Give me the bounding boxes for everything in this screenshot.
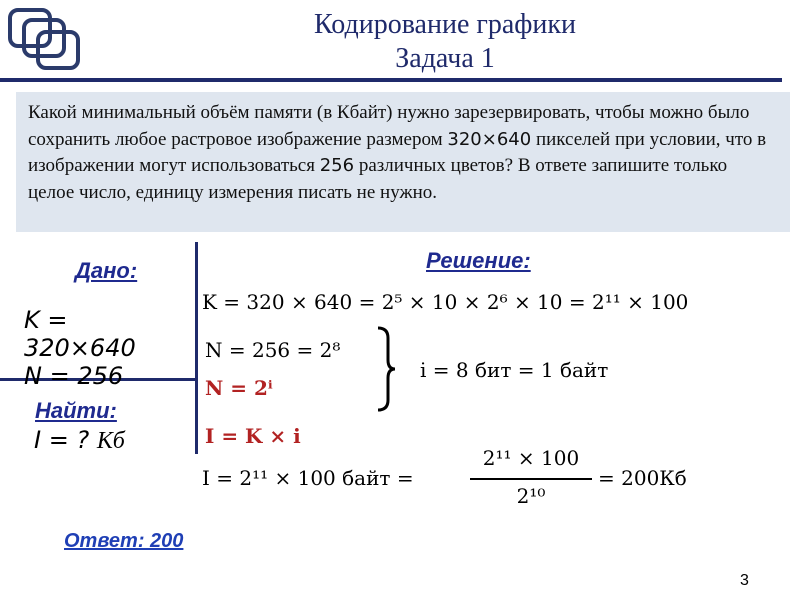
header-rule (0, 78, 782, 82)
color-count: 256 (319, 155, 355, 176)
find-expression: I = ? Кб (34, 426, 125, 454)
slide-title (230, 8, 660, 76)
formula-calc-right: = 200Кб (598, 466, 687, 490)
formula-i-value: i = 8 бит = 1 байт (420, 358, 609, 382)
find-label: Найти: (35, 398, 117, 423)
question-box (16, 92, 790, 232)
vertical-divider (195, 242, 198, 454)
given-k-line2: 320×640 (24, 334, 136, 362)
logo-icon (6, 6, 84, 76)
formula-n-general: N = 2ⁱ (205, 376, 273, 400)
fraction-numerator: 2¹¹ × 100 (482, 446, 580, 470)
formula-i-general: I = K × i (205, 424, 301, 448)
given-values (24, 306, 136, 390)
formula-k: K = 320 × 640 = 2⁵ × 10 × 2⁶ × 10 = 2¹¹ × 100 (202, 290, 689, 314)
curly-brace-icon (376, 326, 396, 412)
formula-n: N = 256 = 2⁸ (205, 338, 341, 362)
image-size: 320×640 (447, 128, 532, 150)
title-line-2: Задача 1 (395, 43, 495, 74)
question-text: Какой минимальный объём памяти (в Кбайт) нужно зарезервировать, чтобы можно было сохранить любое растровое изображение размером 320×640 пикселей при условии, что в изображении могут использоваться 256 различных цветов? В ответе запишите только целое число, единицу измерения писать не нужно. (28, 102, 767, 203)
given-label: Дано: (75, 258, 138, 283)
given-n: N = 256 (24, 362, 124, 390)
formula-calc-left: I = 2¹¹ × 100 байт = (202, 466, 414, 490)
answer: Ответ: 200 (64, 530, 184, 552)
solution-label: Решение: (426, 248, 531, 273)
title-line-1: Кодирование графики (313, 9, 576, 40)
fraction-denominator: 2¹⁰ (516, 484, 546, 508)
page-number: 3 (740, 572, 749, 589)
given-k-line1: K = (24, 306, 68, 334)
fraction-line (470, 478, 592, 480)
